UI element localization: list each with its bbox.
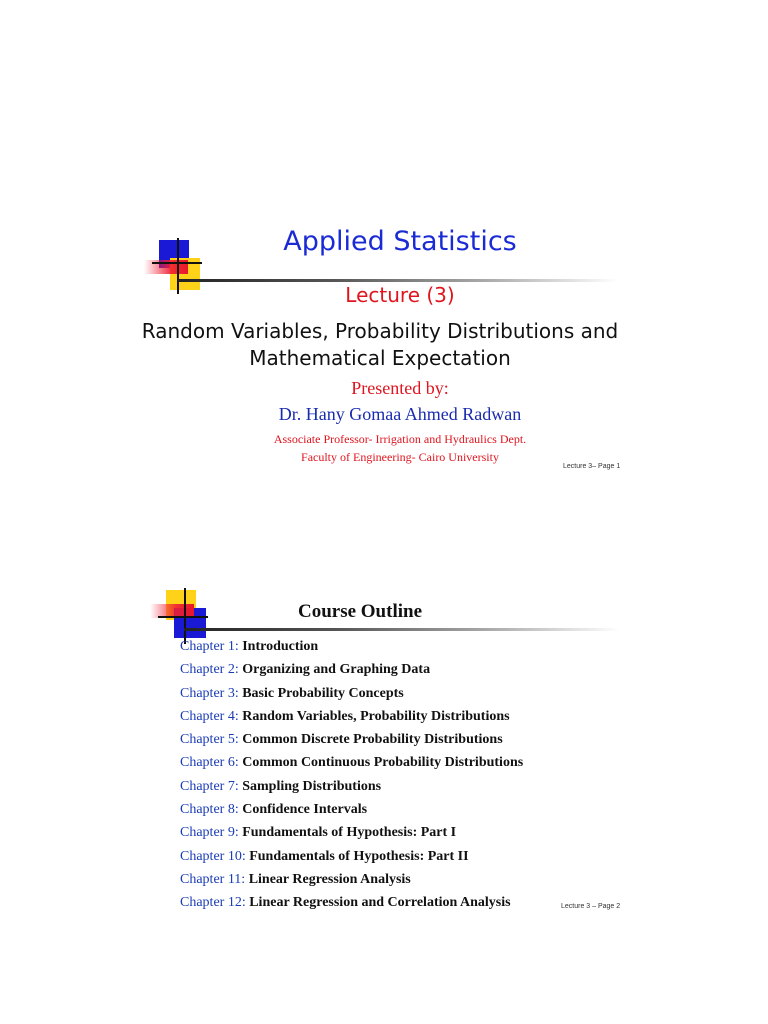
chapter-title: Common Discrete Probability Distributions	[242, 732, 503, 748]
chapter-title: Fundamentals of Hypothesis: Part I	[242, 825, 457, 841]
chapter-number: Chapter 9:	[180, 825, 239, 841]
chapter-item	[180, 635, 523, 658]
chapter-title: Linear Regression and Correlation Analysis	[249, 895, 511, 911]
course-outline-heading: Course Outline	[297, 601, 423, 622]
chapter-title: Random Variables, Probability Distributions	[242, 708, 510, 724]
chapter-item	[180, 728, 523, 751]
chapter-item	[180, 705, 523, 728]
chapter-number: Chapter 5:	[180, 732, 239, 748]
chapter-number: Chapter 10:	[180, 848, 246, 864]
chapter-title: Common Continuous Probability Distributions	[242, 755, 524, 771]
lecture-number: Lecture (3)	[345, 283, 455, 307]
chapter-title: Fundamentals of Hypothesis: Part II	[249, 848, 469, 864]
chapter-item	[180, 891, 523, 914]
chapter-item	[180, 775, 523, 798]
chapter-item	[180, 658, 523, 681]
author-affiliation	[140, 430, 660, 466]
page-footer-1: Lecture 3– Page 1	[563, 463, 621, 470]
chapter-number: Chapter 7:	[180, 778, 239, 794]
chapter-title: Linear Regression Analysis	[248, 871, 411, 887]
chapter-item	[180, 868, 523, 891]
lecture-subtitle: Random Variables, Probability Distributions and Mathematical Expectation	[141, 319, 619, 370]
slide-2	[0, 512, 768, 1024]
chapter-title: Organizing and Graphing Data	[242, 662, 431, 678]
presented-by-label: Presented by:	[351, 378, 449, 398]
heading-rule	[184, 628, 620, 631]
chapter-list	[180, 635, 523, 915]
chapter-number: Chapter 2:	[180, 662, 239, 678]
chapter-number: Chapter 6:	[180, 755, 239, 771]
presentation-title: Applied Statistics	[283, 226, 517, 257]
chapter-number: Chapter 12:	[180, 895, 246, 911]
chapter-number: Chapter 11:	[180, 871, 246, 887]
chapter-number: Chapter 1:	[180, 639, 239, 654]
chapter-item	[180, 845, 523, 868]
chapter-number: Chapter 8:	[180, 802, 239, 818]
chapter-item	[180, 798, 523, 821]
affiliation-line-2: Faculty of Engineering- Cairo University	[301, 450, 499, 464]
chapter-item	[180, 682, 523, 705]
author-name: Dr. Hany Gomaa Ahmed Radwan	[278, 404, 522, 424]
chapter-title: Confidence Intervals	[242, 802, 368, 818]
chapter-number: Chapter 3:	[180, 685, 239, 701]
page-footer-2: Lecture 3 – Page 2	[561, 903, 621, 910]
title-rule	[178, 279, 618, 282]
chapter-title: Introduction	[242, 639, 319, 654]
chapter-title: Basic Probability Concepts	[242, 685, 404, 701]
chapter-item	[180, 821, 523, 844]
chapter-item	[180, 751, 523, 774]
chapter-number: Chapter 4:	[180, 708, 239, 724]
affiliation-line-1: Associate Professor- Irrigation and Hydraulics Dept.	[273, 432, 527, 446]
chapter-title: Sampling Distributions	[242, 778, 382, 794]
